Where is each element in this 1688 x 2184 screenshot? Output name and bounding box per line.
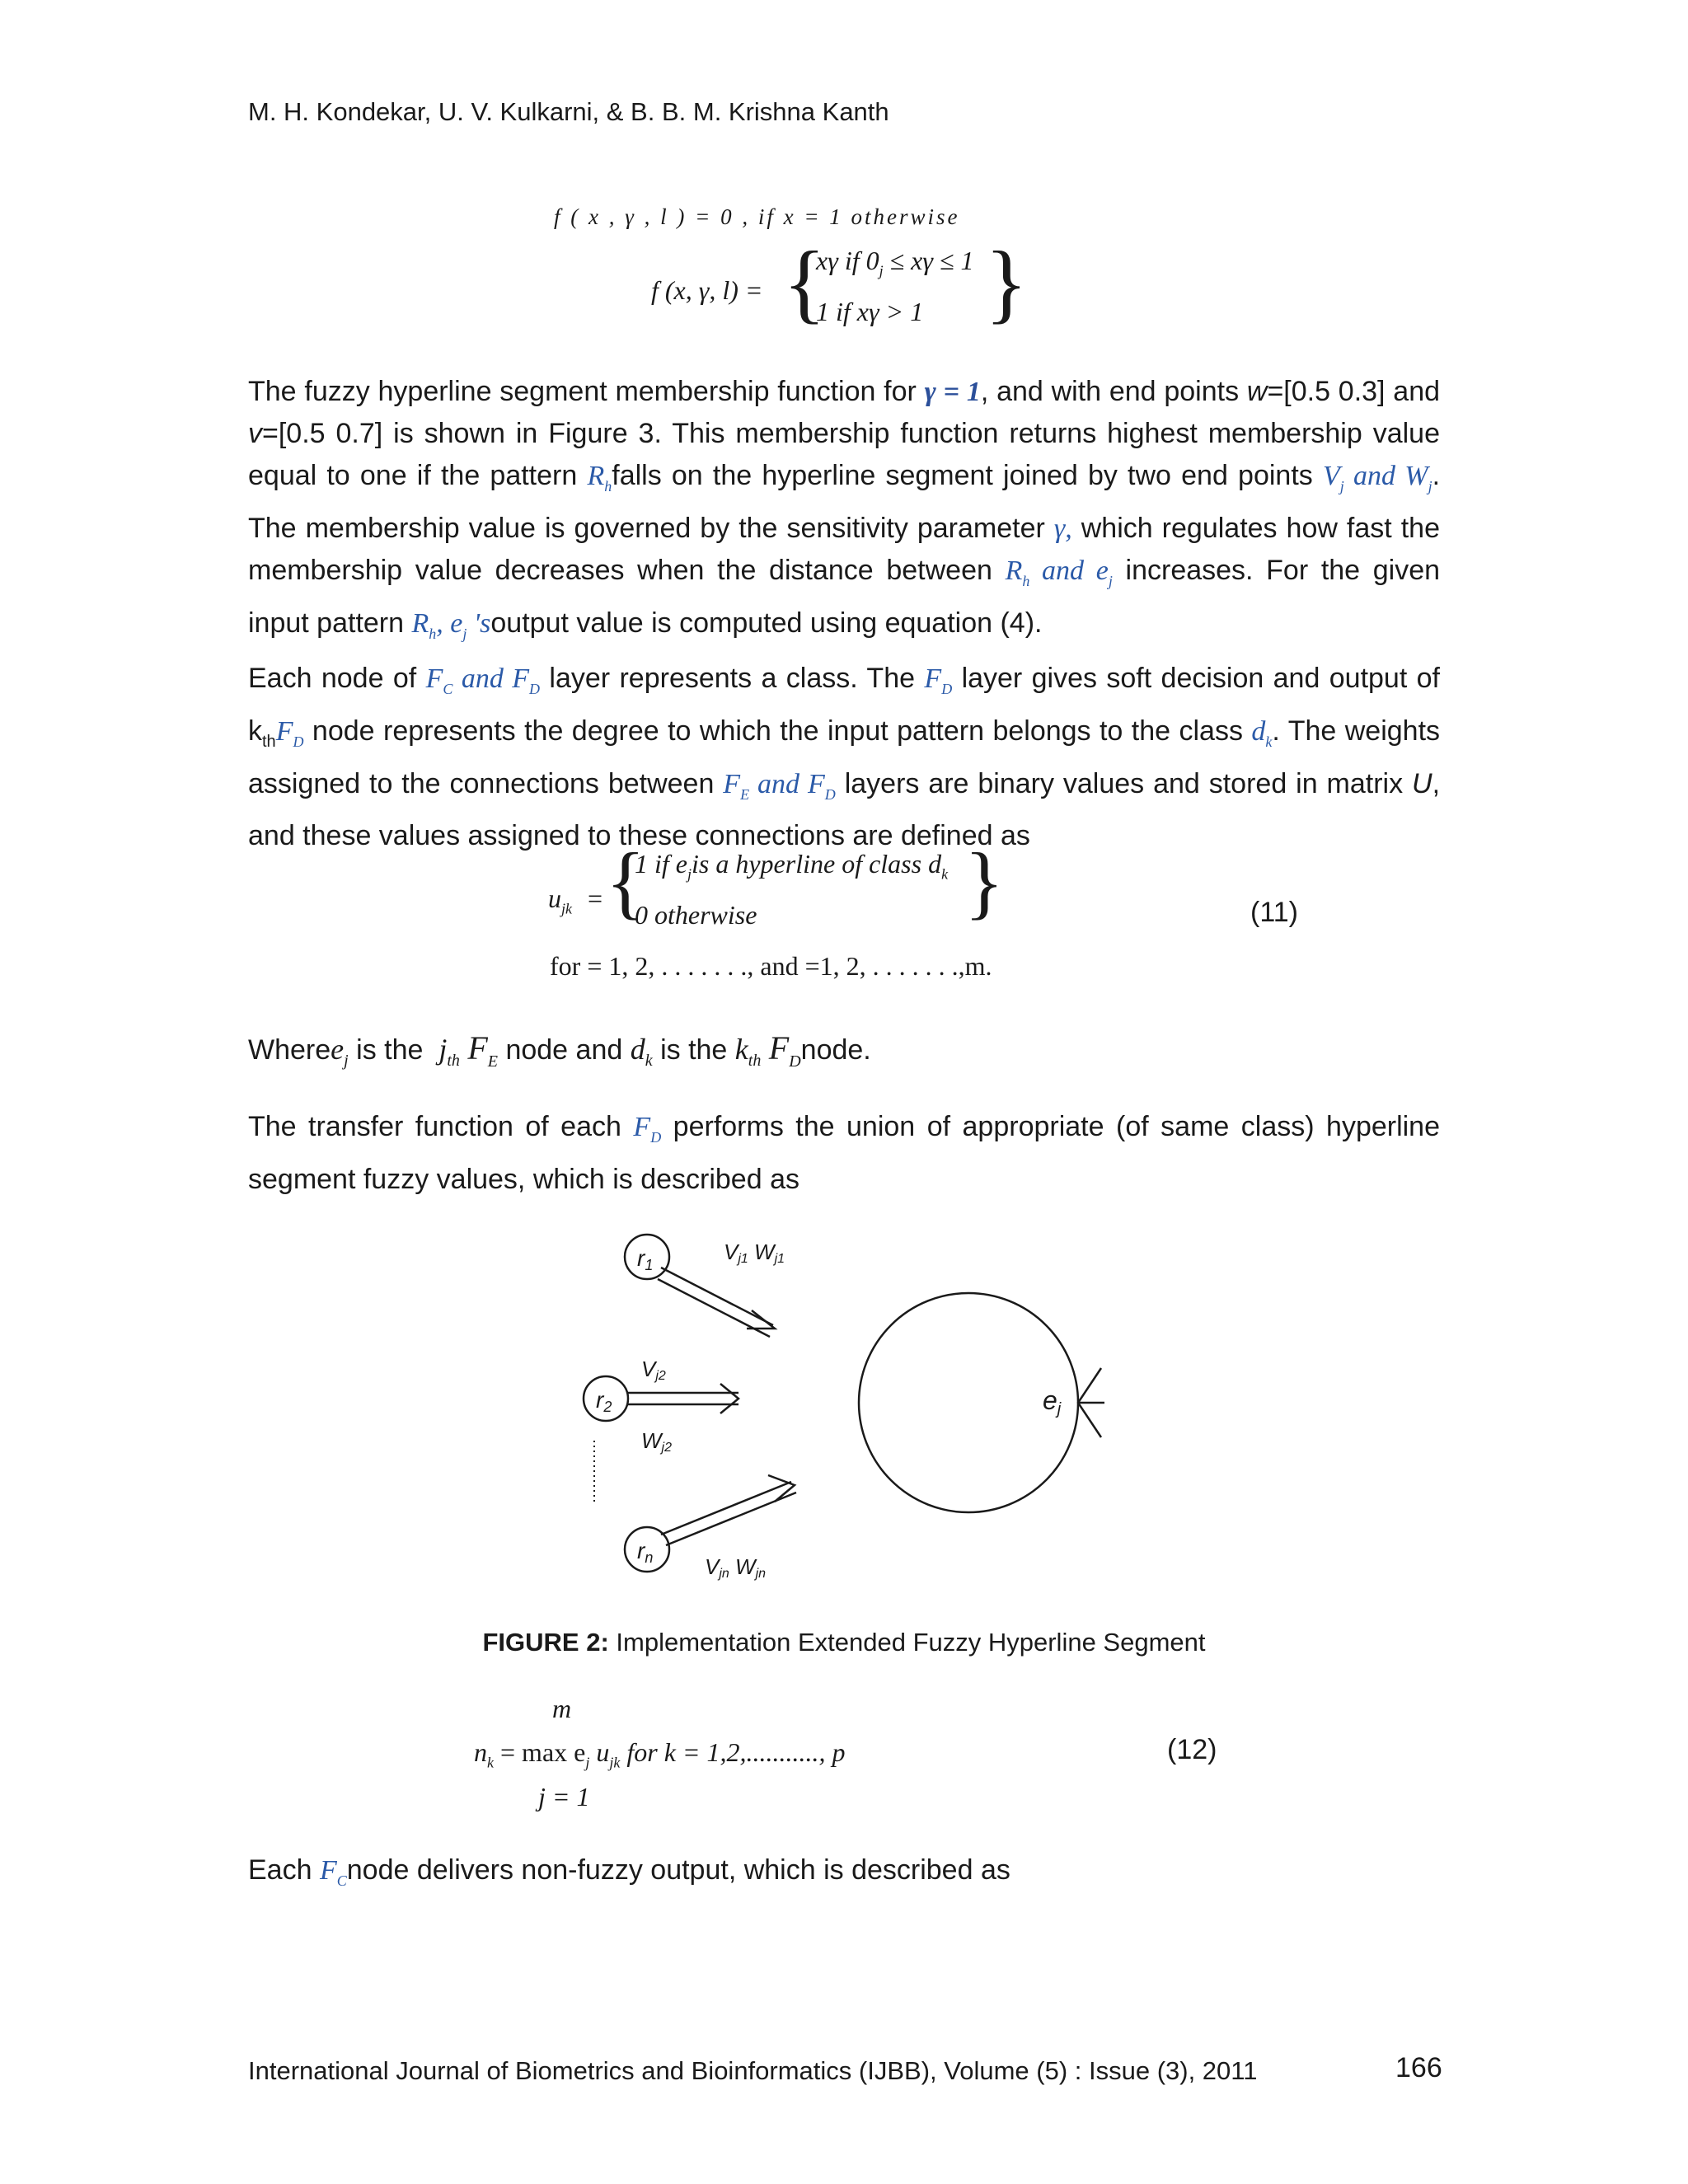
equation-12: m $n_k = \max e_j$ $u_{jk}$ for k = 1,2,..........., p j = 1 xyxy=(474,1694,846,1811)
equation-case-1: xγ if $0_j \le x\gamma \le 1$ xyxy=(816,246,974,279)
page-number: 166 xyxy=(1395,2052,1442,2083)
label-r1: r1 xyxy=(637,1245,654,1273)
equation-11-case-2: 0 otherwise xyxy=(635,900,757,930)
journal-footer: International Journal of Biometrics and Bioinformatics (IJBB), Volume (5) : Issue (3), 2011 xyxy=(248,2056,1258,2085)
label-output-ej: ej xyxy=(1043,1385,1062,1418)
running-header: M. H. Kondekar, U. V. Kulkarni, & B. B. M. Krishna Kanth xyxy=(248,97,889,126)
paragraph-membership: The fuzzy hyperline segment membership function for γ = 1, and with end points w=[0.5 0.3] and v=[0.5 0.7] is shown in Figure 3. This membership function returns highest membership value equal to one if the pattern $R_hfalls$ on the hyperline segment joined by two end points $V_j$ and $W_j$. The membership value is governed by the sensitivity parameter γ, which regulates how fast the membership value decreases when the distance between $R_h$ and $e_j$ increases. For the given input pattern $R_h$, $e_j$ 'soutput value is computed using equation (4). xyxy=(248,376,1441,642)
figure-hyperline-diagram xyxy=(569,1220,1104,1582)
right-brace: } xyxy=(985,234,1028,332)
label-weights-top: Vj1 Wj1 xyxy=(724,1240,785,1266)
left-brace: { xyxy=(783,234,826,332)
label-r2: r2 xyxy=(596,1387,612,1415)
label-v2: Vj2 xyxy=(641,1357,666,1383)
equation-12-number: (12) xyxy=(1167,1734,1217,1765)
paragraph-transfer-function: The transfer function of each $F_D$ performs the union of appropriate (of same class) hyperline segment fuzzy values, which is described as xyxy=(248,1111,1441,1195)
equation-11-range: for = 1, 2, . . . . . . ., and =1, 2, . . . . . . .,m. xyxy=(550,951,992,981)
paragraph-layers: Each node of $F_C$ and $F_D$ layer represents a class. The $F_D$ layer gives soft decision and output of $k_{th}F_D$ node represents the degree to which the input pattern belongs to the class $d_k$. The weights assigned to the connections between $F_E$ and $F_D$ layers are binary values and stored in matrix U, and these values assigned to these connections are defined as xyxy=(248,663,1441,852)
label-weights-bottom: Vjn Wjn xyxy=(705,1554,767,1581)
equation-piecewise-lhs: f (x, γ, l) = xyxy=(651,275,763,305)
paragraph-fc-node: Each $F_Cnode$ delivers non-fuzzy output, which is described as xyxy=(248,1854,1010,1889)
equation-case-2: 1 if xγ > 1 xyxy=(816,297,924,326)
equation-11: $u_{jk}$ = { 1 if $e_jis$ a hyperline of class $d_k$ 0 otherwise } for = 1, 2, . . . . . . ., and =1, 2, . . . . . . .,m. xyxy=(548,836,1004,981)
figure-caption: FIGURE 2: Implementation Extended Fuzzy Hyperline Segment xyxy=(482,1628,1206,1657)
equation-12-main: $n_k = \max e_j$ $u_{jk}$ for k = 1,2,..........., p xyxy=(474,1737,846,1771)
paragraph-where: Wheree$_j$ is the $j_{th}$ $F_E$ node and $d_k$ is the $k_{th}$ $F_Dnode$. xyxy=(248,1029,871,1071)
label-rn: rn xyxy=(637,1538,654,1566)
equation-piecewise xyxy=(651,234,1028,336)
label-w2: Wj2 xyxy=(641,1428,672,1455)
equation-11-number: (11) xyxy=(1250,897,1298,928)
equation-top-line: f ( x , γ , l ) = 0 , if x = 1 otherwise xyxy=(554,204,960,229)
equation-11-case-1: 1 if $e_jis$ a hyperline of class $d_k$ xyxy=(635,849,949,883)
